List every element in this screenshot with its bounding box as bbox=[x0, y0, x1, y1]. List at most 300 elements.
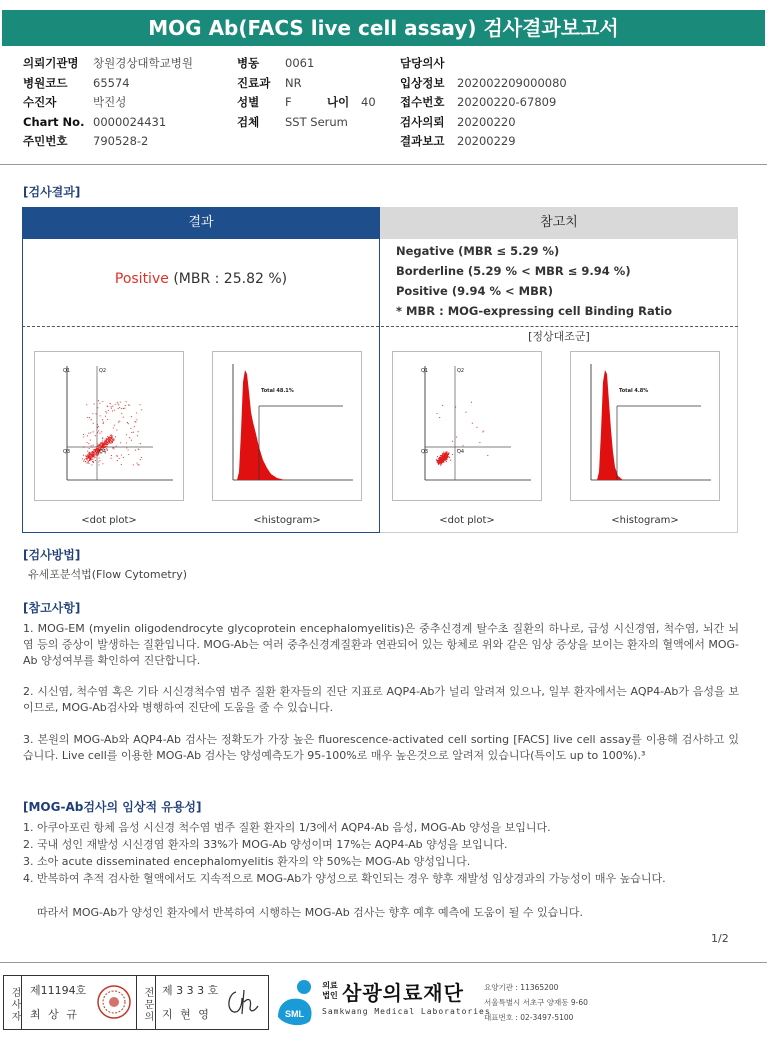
dot-point bbox=[130, 428, 131, 429]
dot-point bbox=[91, 459, 92, 460]
info-col-1 bbox=[23, 54, 193, 152]
dot-point bbox=[92, 456, 93, 457]
dot-point bbox=[119, 458, 120, 459]
dot-point bbox=[115, 404, 116, 405]
dot-point bbox=[94, 404, 95, 405]
dot-point bbox=[105, 443, 106, 444]
contact-phone: 대표번호 : 02-3497-5100 bbox=[484, 1013, 574, 1022]
info-col-2 bbox=[237, 54, 376, 132]
dot-point bbox=[131, 432, 132, 433]
dot-point bbox=[110, 440, 111, 441]
dot-point bbox=[443, 457, 444, 458]
dot-point bbox=[111, 437, 112, 438]
dot-point bbox=[117, 456, 118, 457]
dot-point bbox=[95, 460, 96, 461]
signature-icon bbox=[222, 984, 262, 1020]
org-english-name: Samkwang Medical Laboratories bbox=[322, 1007, 491, 1016]
info-value: 0061 bbox=[285, 56, 315, 70]
dot-point bbox=[98, 461, 99, 462]
dot-point bbox=[88, 457, 89, 458]
dot-point bbox=[126, 401, 127, 402]
dot-point bbox=[114, 425, 115, 426]
dot-point bbox=[136, 412, 137, 413]
dot-point bbox=[87, 463, 88, 464]
reference-values bbox=[396, 241, 672, 321]
dot-point bbox=[109, 438, 110, 439]
method-title: [검사방법] bbox=[23, 548, 81, 562]
dot-point bbox=[97, 445, 98, 446]
ref-positive: Positive (9.94 % < MBR) bbox=[396, 284, 553, 298]
dot-point bbox=[131, 416, 132, 417]
dot-point bbox=[137, 435, 138, 436]
patient-histogram bbox=[212, 351, 362, 501]
dot-point bbox=[91, 464, 92, 465]
dot-point bbox=[116, 445, 117, 446]
dot-point bbox=[121, 413, 122, 414]
dot-point bbox=[89, 448, 90, 449]
control-histogram-total: Total 4.8% bbox=[619, 388, 649, 394]
dot-point bbox=[87, 417, 88, 418]
dot-point bbox=[118, 422, 119, 423]
dot-point bbox=[133, 432, 134, 433]
dot-point bbox=[445, 453, 446, 454]
info-label: 주민번호 bbox=[23, 134, 68, 148]
dot-point bbox=[444, 456, 445, 457]
histogram-peak bbox=[237, 370, 285, 480]
dot-point bbox=[446, 461, 447, 462]
dot-point bbox=[86, 404, 87, 405]
info-value: SST Serum bbox=[285, 114, 348, 129]
dot-point bbox=[107, 441, 108, 442]
report-title: MOG Ab(FACS live cell assay) 검사결과보고서 bbox=[2, 10, 765, 46]
dot-point bbox=[115, 436, 116, 437]
dot-point bbox=[137, 464, 138, 465]
dot-point bbox=[138, 431, 139, 432]
dot-point bbox=[140, 443, 141, 444]
dot-point bbox=[116, 430, 117, 431]
result-value bbox=[22, 271, 380, 287]
info-label: 결과보고 bbox=[400, 134, 445, 148]
dot-point bbox=[100, 444, 101, 445]
info-value: 20200220 bbox=[457, 114, 516, 129]
dot-point bbox=[141, 409, 142, 410]
dot-point bbox=[126, 434, 127, 435]
dot-point bbox=[114, 439, 115, 440]
dot-point bbox=[104, 439, 105, 440]
specialist-name: 지 현 영 bbox=[162, 1008, 211, 1021]
dot-point bbox=[123, 417, 124, 418]
dot-point bbox=[86, 459, 87, 460]
dot-point bbox=[92, 459, 93, 460]
dot-point bbox=[134, 421, 135, 422]
dot-point bbox=[476, 427, 477, 428]
control-dot-cloud bbox=[436, 402, 488, 466]
dot-plot-caption: <dot plot> bbox=[81, 515, 137, 526]
dot-point bbox=[93, 457, 94, 458]
dot-point bbox=[118, 408, 119, 409]
dot-point bbox=[108, 441, 109, 442]
dot-point bbox=[140, 459, 141, 460]
dot-point bbox=[105, 416, 106, 417]
dot-point bbox=[443, 452, 444, 453]
dot-point bbox=[106, 439, 107, 440]
dot-point bbox=[131, 440, 132, 441]
info-value: NR bbox=[285, 75, 302, 90]
info-col-3 bbox=[400, 54, 567, 152]
page-number: 1/2 bbox=[711, 932, 729, 945]
dot-point bbox=[98, 430, 99, 431]
dot-point bbox=[141, 457, 142, 458]
dot-point bbox=[95, 435, 96, 436]
dot-point bbox=[111, 455, 112, 456]
specialist-license: 제 3 3 3 호 bbox=[162, 984, 219, 997]
dot-point bbox=[88, 462, 89, 463]
dot-point bbox=[471, 402, 472, 403]
dot-point bbox=[101, 446, 102, 447]
dot-point bbox=[439, 417, 440, 418]
dot-point bbox=[95, 450, 96, 451]
signature-box bbox=[3, 975, 269, 1030]
dot-point bbox=[487, 455, 488, 456]
specialist-label: 전문의 bbox=[136, 976, 156, 1029]
dot-point bbox=[439, 458, 440, 459]
dot-point bbox=[95, 413, 96, 414]
info-value: 790528-2 bbox=[93, 134, 149, 148]
dot-point bbox=[128, 423, 129, 424]
dot-point bbox=[93, 461, 94, 462]
result-mbr: (MBR : 25.82 %) bbox=[173, 271, 288, 287]
dot-point bbox=[103, 444, 104, 445]
dot-point bbox=[97, 427, 98, 428]
dot-point bbox=[85, 461, 86, 462]
dot-point bbox=[111, 436, 112, 437]
dot-point bbox=[91, 447, 92, 448]
dot-point bbox=[103, 446, 104, 447]
org-name: 삼광의료재단 bbox=[342, 981, 464, 1005]
dot-point bbox=[107, 443, 108, 444]
examiner-license: 제11194호 bbox=[30, 984, 87, 997]
info-label: 검사의뢰 bbox=[400, 114, 445, 129]
dot-point bbox=[83, 461, 84, 462]
dot-point bbox=[117, 402, 118, 403]
dot-point bbox=[88, 443, 89, 444]
dot-point bbox=[133, 464, 134, 465]
ref-note: * MBR : MOG-expressing cell Binding Ratio bbox=[396, 304, 673, 318]
dot-point bbox=[88, 461, 89, 462]
dot-point bbox=[455, 407, 456, 408]
dot-point bbox=[93, 423, 94, 424]
dot-point bbox=[111, 438, 112, 439]
contact-code: 요양기관 : 11365200 bbox=[484, 983, 559, 992]
dot-point bbox=[442, 461, 443, 462]
control-dot-plot-svg bbox=[393, 352, 541, 500]
result-table bbox=[22, 207, 738, 533]
dot-point bbox=[91, 452, 92, 453]
dot-point bbox=[121, 464, 122, 465]
dot-point bbox=[97, 432, 98, 433]
quadrant-label: Q4 bbox=[457, 449, 465, 455]
dot-point bbox=[121, 408, 122, 409]
dot-point bbox=[103, 423, 104, 424]
dot-point bbox=[105, 441, 106, 442]
dot-point bbox=[127, 422, 128, 423]
dot-point bbox=[103, 422, 104, 423]
note-paragraph-2: 2. 시신염, 척수염 혹은 기타 시신경척수염 범주 질환 환자들의 진단 지표로 AQP4-Ab가 널리 알려져 있으나, 일부 환자에서는 AQP4-Ab가 음성을 보이므로, MOG-Ab검사와 병행하여 진단에 도움을 줄 수 있습니다. bbox=[23, 685, 739, 714]
dot-point bbox=[105, 411, 106, 412]
dot-point bbox=[108, 410, 109, 411]
info-label: 입상정보 bbox=[400, 75, 445, 90]
org-logo bbox=[272, 975, 492, 1030]
result-header: 결과 bbox=[22, 207, 380, 239]
dot-point bbox=[91, 455, 92, 456]
dot-point bbox=[126, 447, 127, 448]
info-value: 20200220-67809 bbox=[457, 95, 557, 109]
dot-point bbox=[87, 451, 88, 452]
info-value: 창원경상대학교병원 bbox=[93, 56, 193, 70]
info-label: Chart No. bbox=[23, 114, 85, 129]
dot-point bbox=[93, 445, 94, 446]
dot-point bbox=[95, 451, 96, 452]
dot-point bbox=[98, 445, 99, 446]
dot-point bbox=[138, 464, 139, 465]
dot-point bbox=[90, 453, 91, 454]
utility-item-2: 2. 국내 성인 재발성 시신경염 환자의 33%가 MOG-Ab 양성이며 17%는 AQP4-Ab 양성을 보입니다. bbox=[23, 838, 508, 851]
dot-point bbox=[450, 460, 451, 461]
dot-point bbox=[114, 410, 115, 411]
quadrant-label: Q2 bbox=[457, 368, 465, 374]
quadrant-label: Q2 bbox=[99, 368, 107, 374]
dot-point bbox=[97, 407, 98, 408]
dot-point bbox=[91, 419, 92, 420]
dot-point bbox=[112, 442, 113, 443]
dot-point bbox=[462, 445, 463, 446]
dot-point bbox=[95, 453, 96, 454]
dot-point bbox=[113, 448, 114, 449]
dot-point bbox=[90, 432, 91, 433]
dot-point bbox=[102, 419, 103, 420]
dot-point bbox=[99, 460, 100, 461]
dot-point bbox=[99, 403, 100, 404]
dot-point bbox=[111, 435, 112, 436]
histogram-caption: <histogram> bbox=[253, 515, 321, 526]
quadrant-label: Q1 bbox=[63, 368, 71, 374]
dot-point bbox=[136, 463, 137, 464]
dot-point bbox=[442, 405, 443, 406]
dot-point bbox=[439, 461, 440, 462]
info-label: 병원코드 bbox=[23, 75, 68, 90]
examiner-name: 최 상 규 bbox=[30, 1008, 79, 1021]
quadrant-label: Q4 bbox=[99, 449, 107, 455]
dot-point bbox=[444, 458, 445, 459]
dot-point bbox=[128, 449, 129, 450]
dot-point bbox=[108, 437, 109, 438]
dot-point bbox=[94, 454, 95, 455]
dot-point bbox=[87, 442, 88, 443]
dot-point bbox=[446, 456, 447, 457]
dot-point bbox=[479, 442, 480, 443]
dot-point bbox=[83, 447, 84, 448]
dot-point bbox=[107, 449, 108, 450]
dot-point bbox=[112, 410, 113, 411]
dot-point bbox=[443, 454, 444, 455]
dot-point bbox=[93, 462, 94, 463]
dashed-divider bbox=[22, 326, 738, 327]
dot-point bbox=[452, 454, 453, 455]
dot-point bbox=[442, 460, 443, 461]
dot-point bbox=[98, 426, 99, 427]
dot-point bbox=[125, 405, 126, 406]
histogram-total: Total 48.1% bbox=[261, 388, 294, 394]
info-label: 병동 bbox=[237, 56, 260, 70]
dot-point bbox=[95, 457, 96, 458]
dot-point bbox=[135, 450, 136, 451]
dot-point bbox=[104, 444, 105, 445]
dot-point bbox=[88, 433, 89, 434]
dot-point bbox=[447, 452, 448, 453]
dot-point bbox=[101, 445, 102, 446]
info-label: 검체 bbox=[237, 114, 260, 129]
dot-point bbox=[449, 457, 450, 458]
dot-point bbox=[97, 450, 98, 451]
dot-point bbox=[443, 462, 444, 463]
dot-point bbox=[441, 461, 442, 462]
dot-point bbox=[97, 452, 98, 453]
dot-point bbox=[121, 454, 122, 455]
age-label: 나이 bbox=[327, 95, 350, 109]
info-label: 의뢰기관명 bbox=[23, 56, 79, 70]
dot-point bbox=[442, 455, 443, 456]
dot-point bbox=[436, 459, 437, 460]
dot-point bbox=[119, 407, 120, 408]
dot-point bbox=[96, 448, 97, 449]
info-label: 담당의사 bbox=[400, 56, 445, 70]
info-value: F bbox=[285, 95, 292, 109]
dot-point bbox=[123, 457, 124, 458]
dot-point bbox=[123, 408, 124, 409]
dot-point bbox=[441, 464, 442, 465]
dot-point bbox=[111, 441, 112, 442]
dot-point bbox=[93, 456, 94, 457]
dot-point bbox=[109, 442, 110, 443]
dot-point bbox=[120, 442, 121, 443]
dot-point bbox=[112, 439, 113, 440]
dot-point bbox=[100, 415, 101, 416]
dot-point bbox=[112, 447, 113, 448]
dot-point bbox=[100, 443, 101, 444]
dot-point bbox=[120, 402, 121, 403]
dot-point bbox=[97, 424, 98, 425]
dot-point bbox=[111, 406, 112, 407]
utility-conclusion: 따라서 MOG-Ab가 양성인 환자에서 반복하여 시행하는 MOG-Ab 검사는 향후 예후 예측에 도움이 될 수 있습니다. bbox=[37, 906, 584, 919]
dot-point bbox=[105, 446, 106, 447]
dot-point bbox=[119, 421, 120, 422]
dot-point bbox=[118, 404, 119, 405]
info-label: 성별 bbox=[237, 95, 260, 109]
dot-point bbox=[95, 454, 96, 455]
dot-point bbox=[134, 426, 135, 427]
quadrant-label: Q3 bbox=[63, 449, 71, 455]
method-text: 유세포분석법(Flow Cytometry) bbox=[28, 568, 188, 581]
dot-point bbox=[102, 438, 103, 439]
dot-point bbox=[138, 448, 139, 449]
quadrant-label: Q1 bbox=[421, 368, 429, 374]
dot-point bbox=[111, 443, 112, 444]
info-label: 접수번호 bbox=[400, 95, 445, 109]
control-dot-plot bbox=[392, 351, 542, 501]
dot-point bbox=[84, 459, 85, 460]
dot-point bbox=[117, 403, 118, 404]
dot-point bbox=[110, 442, 111, 443]
dot-point bbox=[102, 401, 103, 402]
dot-point bbox=[110, 403, 111, 404]
dot-point bbox=[106, 412, 107, 413]
dot-point bbox=[113, 427, 114, 428]
utility-title: [MOG-Ab검사의 임상적 유용성] bbox=[23, 800, 202, 814]
dot-point bbox=[116, 455, 117, 456]
dot-point bbox=[112, 406, 113, 407]
dot-point bbox=[124, 408, 125, 409]
info-label: 진료과 bbox=[237, 75, 271, 90]
dot-point bbox=[96, 455, 97, 456]
dot-point bbox=[102, 463, 103, 464]
dot-point bbox=[93, 431, 94, 432]
ref-negative: Negative (MBR ≤ 5.29 %) bbox=[396, 244, 560, 258]
info-value: 박진성 bbox=[93, 95, 127, 109]
dot-point bbox=[483, 430, 484, 431]
dot-point bbox=[447, 455, 448, 456]
divider bbox=[0, 164, 767, 165]
info-value: 65574 bbox=[93, 75, 130, 90]
dot-point bbox=[107, 405, 108, 406]
dot-point bbox=[128, 454, 129, 455]
dot-point bbox=[437, 456, 438, 457]
logo-text: SML bbox=[285, 1009, 304, 1019]
dot-point bbox=[106, 444, 107, 445]
dot-point bbox=[82, 458, 83, 459]
dot-point bbox=[94, 450, 95, 451]
dot-point bbox=[465, 412, 466, 413]
control-histogram-peak bbox=[597, 370, 623, 480]
dot-point bbox=[452, 441, 453, 442]
dot-cloud bbox=[82, 400, 143, 465]
dot-point bbox=[98, 464, 99, 465]
dot-point bbox=[117, 460, 118, 461]
normal-control-label: [정상대조군] bbox=[528, 330, 590, 343]
dot-point bbox=[90, 440, 91, 441]
dot-point bbox=[99, 457, 100, 458]
dot-point bbox=[83, 434, 84, 435]
dot-point bbox=[128, 404, 129, 405]
dot-point bbox=[89, 417, 90, 418]
dot-point bbox=[442, 459, 443, 460]
dot-point bbox=[107, 419, 108, 420]
dot-point bbox=[97, 443, 98, 444]
corp-tag: 의료법인 bbox=[322, 981, 338, 1000]
dot-point bbox=[87, 435, 88, 436]
dot-point bbox=[111, 458, 112, 459]
info-value: 0000024431 bbox=[93, 114, 167, 129]
reference-header: 참고치 bbox=[380, 207, 738, 239]
dot-point bbox=[140, 404, 141, 405]
utility-item-1: 1. 아쿠아포린 항체 음성 시신경 척수염 범주 질환 환자의 1/3에서 AQP4-Ab 음성, MOG-Ab 양성을 보입니다. bbox=[23, 821, 551, 834]
dot-point bbox=[98, 400, 99, 401]
dot-point bbox=[83, 436, 84, 437]
age-value: 40 bbox=[361, 95, 376, 109]
dot-point bbox=[456, 437, 457, 438]
info-label: 수진자 bbox=[23, 95, 57, 109]
note-paragraph-1: 1. MOG-EM (myelin oligodendrocyte glycoprotein encephalomyelitis)은 중추신경계 탈수초 질환의 하나로, 급성 시신경염, 척수염, 뇌간 뇌염 등의 증상이 발생하는 질환입니다. MOG-Ab는 여러 중추신경계질환과 연관되어 있는 항체로 위와 같은 임상 증상을 보이는 환자의 혈액에서 MOG-Ab 양성여부를 확인하여 진단합니다. bbox=[23, 622, 739, 667]
dot-point bbox=[112, 440, 113, 441]
